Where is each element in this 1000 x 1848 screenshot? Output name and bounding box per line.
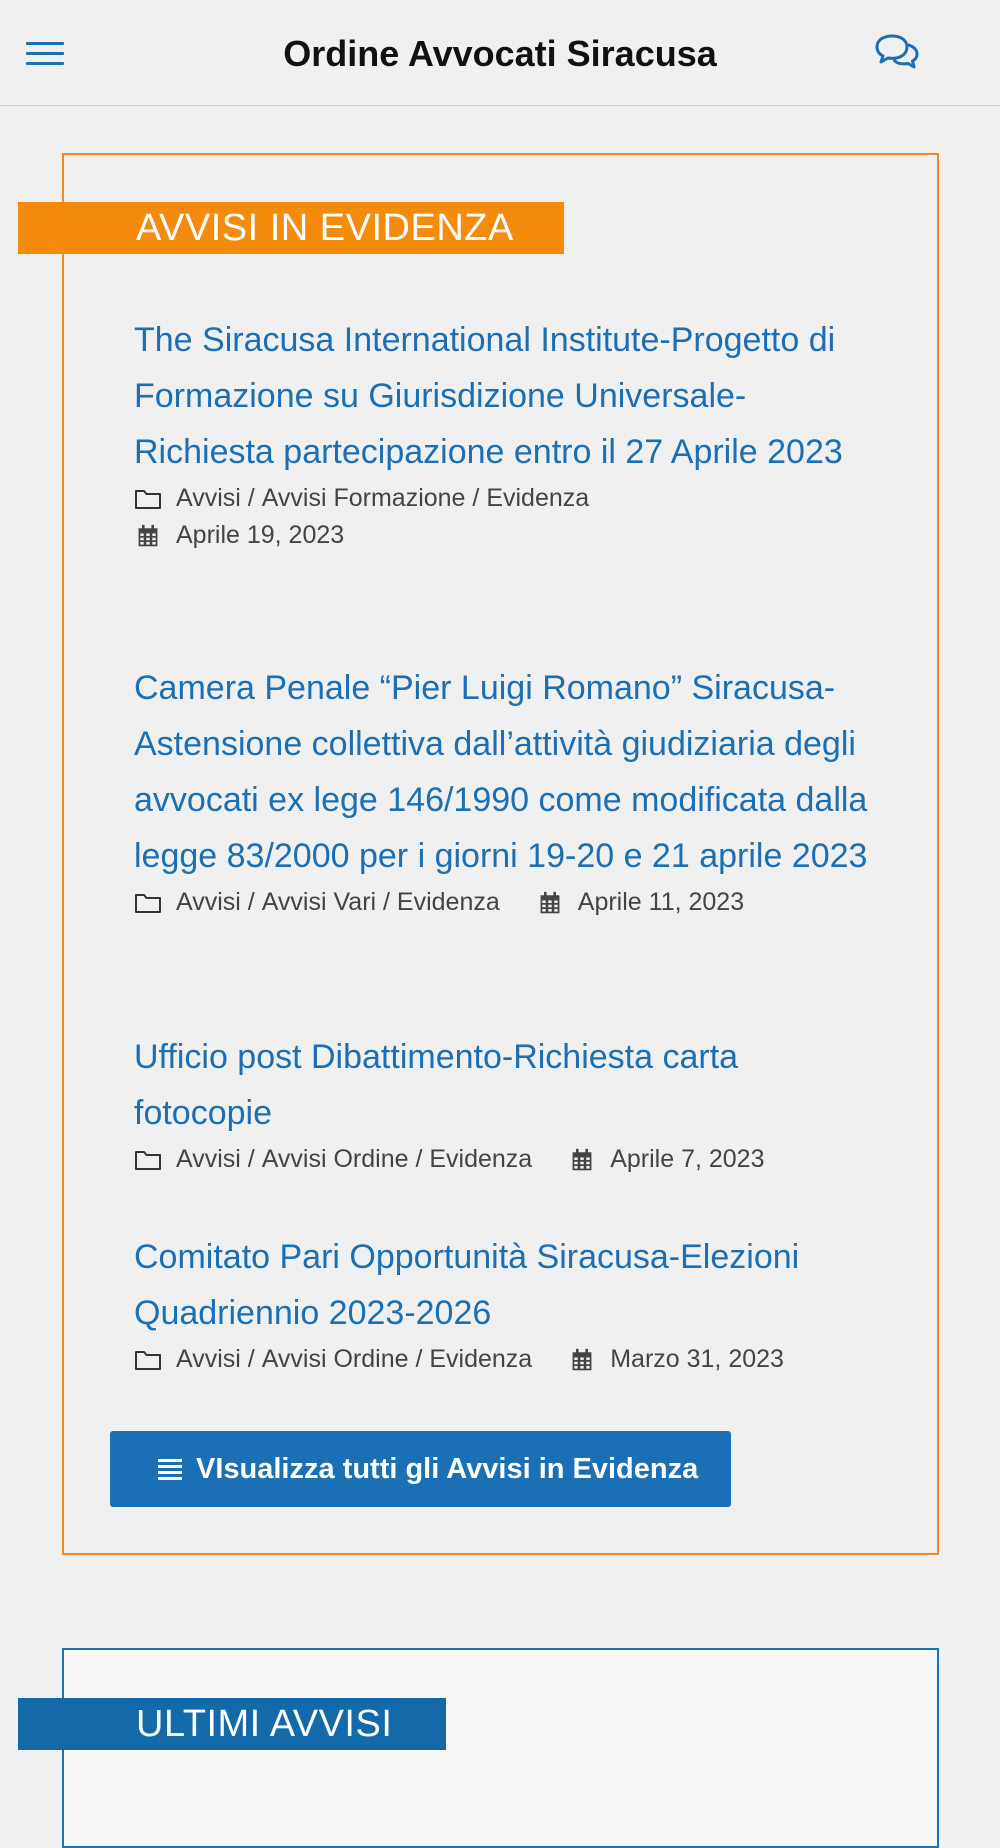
chat-bubbles-icon[interactable]: [874, 32, 920, 72]
category-link[interactable]: Evidenza: [486, 484, 590, 512]
category-link[interactable]: Avvisi Formazione: [261, 484, 466, 512]
category-link[interactable]: Avvisi: [176, 1345, 241, 1373]
folder-icon: [134, 1148, 162, 1172]
calendar-icon: [536, 891, 564, 915]
category-link[interactable]: Avvisi Ordine: [261, 1145, 409, 1173]
notice-meta: [134, 1141, 884, 1178]
list-icon: [156, 1457, 184, 1481]
notice-meta: [134, 884, 884, 921]
calendar-icon: [568, 1348, 596, 1372]
calendar-icon: [568, 1148, 596, 1172]
notice-date: [568, 1341, 784, 1378]
date-text: Aprile 7, 2023: [610, 1145, 765, 1173]
notice-categories: Avvisi / Avvisi Vari / Evidenza: [134, 884, 500, 921]
notice-date: [536, 884, 744, 921]
featured-notices-heading: AVVISI IN EVIDENZA: [18, 202, 564, 254]
category-link[interactable]: Avvisi Ordine: [261, 1345, 409, 1373]
app-title: Ordine Avvocati Siracusa: [283, 33, 717, 74]
category-link[interactable]: Evidenza: [429, 1145, 533, 1173]
notice-item: [134, 1229, 884, 1378]
notice-title-link[interactable]: The Siracusa International Institute-Progetto di Formazione su Giurisdizione Universale-Richiesta partecipazione entro il 27 Aprile 2023: [134, 321, 843, 471]
view-all-label: VIsualizza tutti gli Avvisi in Evidenza: [196, 1452, 699, 1485]
date-text: Aprile 19, 2023: [176, 521, 345, 549]
category-link[interactable]: Evidenza: [429, 1345, 533, 1373]
notice-item: [134, 312, 884, 554]
notice-date: [568, 1141, 764, 1178]
notice-categories: Avvisi / Avvisi Ordine / Evidenza: [134, 1341, 532, 1378]
notice-date: [134, 517, 848, 554]
date-text: Aprile 11, 2023: [577, 888, 745, 916]
category-link[interactable]: Avvisi Vari: [261, 888, 377, 916]
notice-meta: [134, 1341, 884, 1378]
notice-categories: Avvisi / Avvisi Formazione / Evidenza: [134, 480, 848, 517]
top-app-bar: [0, 0, 1000, 106]
latest-notices-heading: ULTIMI AVVISI: [18, 1698, 446, 1750]
notice-categories: Avvisi / Avvisi Ordine / Evidenza: [134, 1141, 532, 1178]
folder-icon: [134, 891, 162, 915]
notice-title-link[interactable]: Ufficio post Dibattimento-Richiesta carta fotocopie: [134, 1038, 739, 1132]
notice-meta: [134, 480, 884, 554]
folder-icon: [134, 1348, 162, 1372]
category-link[interactable]: Evidenza: [396, 888, 500, 916]
folder-icon: [134, 487, 162, 511]
date-text: Marzo 31, 2023: [610, 1345, 784, 1373]
view-all-featured-button[interactable]: [110, 1431, 731, 1507]
category-link[interactable]: Avvisi: [176, 484, 241, 512]
notice-item: [134, 1029, 884, 1178]
category-link[interactable]: Avvisi: [176, 888, 241, 916]
notice-item: [134, 660, 884, 921]
notice-title-link[interactable]: Comitato Pari Opportunità Siracusa-Elezioni Quadriennio 2023-2026: [134, 1238, 800, 1332]
category-link[interactable]: Avvisi: [176, 1145, 241, 1173]
notice-title-link[interactable]: Camera Penale “Pier Luigi Romano” Siracusa-Astensione collettiva dall’attività giudiziaria degli avvocati ex lege 146/1990 come modificata dalla legge 83/2000 per i giorni 19-20 e 21 aprile 2023: [134, 669, 868, 875]
calendar-icon: [134, 524, 162, 548]
